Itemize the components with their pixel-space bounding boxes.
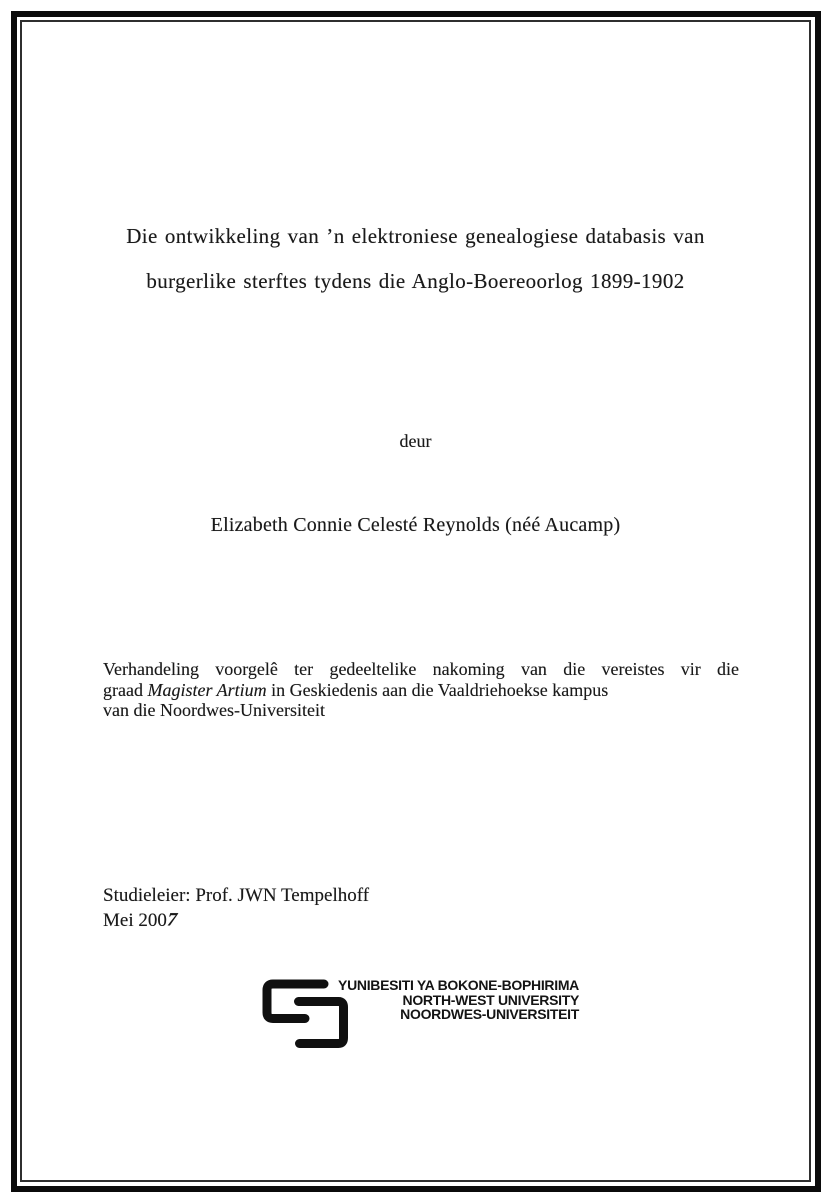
statement-line3: van die Noordwes-Universiteit [103,700,325,720]
university-logo [261,977,583,1059]
date-prefix: Mei 200 [103,910,167,931]
supervisor-line: Studieleier: Prof. JWN Tempelhoff [103,885,370,906]
date-last-digit: 7 [163,909,180,931]
logo-line-afrikaans: NOORDWES-UNIVERSITEIT [400,1006,579,1022]
statement-line2 [103,680,739,701]
university-logo-text [319,978,579,1022]
supervisor-and-date [103,883,369,933]
statement-line2-pre: graad [103,679,148,700]
submission-statement [103,659,739,721]
logo-line-english: NORTH-WEST UNIVERSITY [402,991,579,1008]
byline-label: deur [399,431,432,451]
statement-line1: Verhandeling voorgelê ter gedeeltelike nakoming van die vereistes vir die [103,659,739,679]
thesis-title-line2: burgerlike sterftes tydens die Anglo-Boereoorlog 1899-1902 [146,269,685,294]
thesis-title [0,214,831,304]
statement-line2-post: in Geskiedenis aan die Vaaldriehoekse kampus [266,679,609,700]
thesis-title-line1: Die ontwikkeling van ’n elektroniese genealogiese databasis van [126,224,705,249]
date-line [103,908,369,933]
author-name: Elizabeth Connie Celesté Reynolds (néé Aucamp) [210,514,621,536]
statement-degree-name: Magister Artium [147,679,267,700]
logo-line-setswana: YUNIBESITI YA BOKONE-BOPHIRIMA [338,977,579,993]
